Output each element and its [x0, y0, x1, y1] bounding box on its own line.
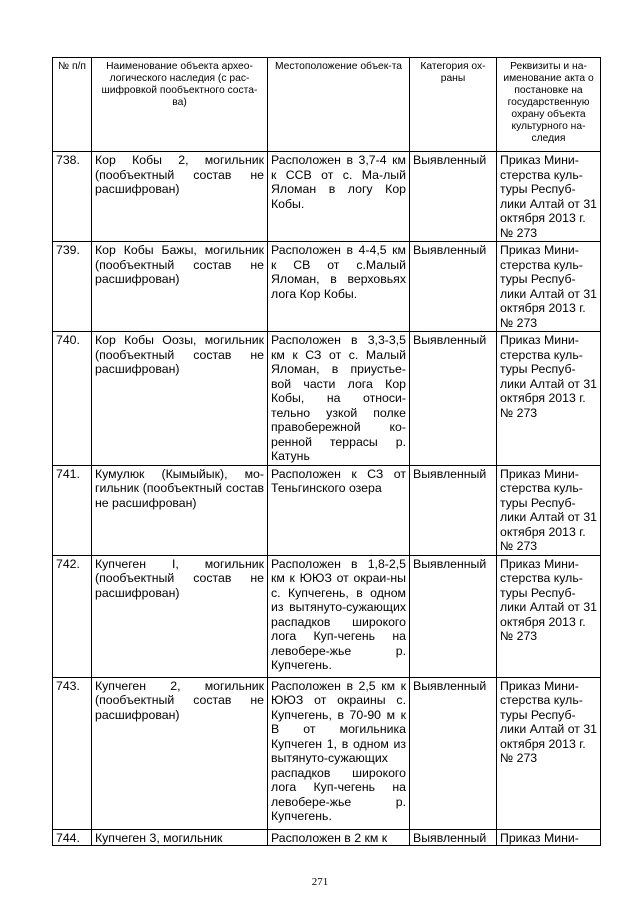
table-row	[53, 242, 601, 332]
page-number: 271	[311, 876, 329, 888]
row-category: Выявленный	[410, 465, 497, 555]
row-category: Выявленный	[410, 677, 497, 829]
row-num: 739.	[53, 242, 92, 332]
row-name: Кумулюк (Кымыйык), мо-гильник (пообъектный состав не расшифрован)	[92, 465, 268, 555]
row-category: Выявленный	[410, 152, 497, 242]
table-row	[53, 465, 601, 555]
row-act: Приказ Мини-стерства куль-туры Респуб-лики Алтай от 31 октября 2013 г. № 273	[497, 677, 601, 829]
row-act: Приказ Мини-стерства куль-туры Респуб-лики Алтай от 31 октября 2013 г. № 273	[497, 152, 601, 242]
header-num: № п/п	[53, 58, 92, 152]
row-num: 744.	[53, 829, 92, 846]
row-location: Расположен в 4-4,5 км к СВ от с.Малый Яломан, в верховьях лога Кор Кобы.	[268, 242, 410, 332]
table-row	[53, 829, 601, 846]
header-location: Местоположение объек-та	[268, 58, 410, 152]
row-num: 742.	[53, 555, 92, 677]
row-name: Кор Кобы Бажы, могильник (пообъектный состав не расшифрован)	[92, 242, 268, 332]
row-act: Приказ Мини-стерства куль-туры Респуб-лики Алтай от 31 октября 2013 г. № 273	[497, 242, 601, 332]
row-act: Приказ Мини-стерства куль-туры Респуб-лики Алтай от 31 октября 2013 г. № 273	[497, 555, 601, 677]
row-act: Приказ Мини-стерства куль-туры Респуб-лики Алтай от 31 октября 2013 г. № 273	[497, 465, 601, 555]
row-num: 738.	[53, 152, 92, 242]
row-name: Купчеген 2, могильник (пообъектный состав не расшифрован)	[92, 677, 268, 829]
row-act: Приказ Мини-стерства куль-туры Респуб-лики Алтай от 31 октября 2013 г. № 273	[497, 332, 601, 466]
row-name: Купчеген I, могильник (пообъектный состав не расшифрован)	[92, 555, 268, 677]
row-category: Выявленный	[410, 555, 497, 677]
row-name: Кор Кобы Оозы, могильник (пообъектный состав не расшифрован)	[92, 332, 268, 466]
row-location: Расположен в 3,3-3,5 км к СЗ от с. Малый Яломан, в приустье-вой части лога Кор Кобы, на относи-тельно узкой полке правобережной ко-ренной террасы р. Катунь	[268, 332, 410, 466]
row-num: 741.	[53, 465, 92, 555]
header-act: Реквизиты и на-именование акта о постановке на государственную охрану объекта культурного на-следия	[497, 58, 601, 152]
row-category: Выявленный	[410, 829, 497, 846]
row-name: Кор Кобы 2, могильник (пообъектный состав не расшифрован)	[92, 152, 268, 242]
row-category: Выявленный	[410, 242, 497, 332]
row-act: Приказ Мини-	[497, 829, 601, 846]
row-category: Выявленный	[410, 332, 497, 466]
header-name: Наименование объекта архео-логического наследия (с рас-шифровкой пообъектного соста-ва)	[92, 58, 268, 152]
row-location: Расположен к СЗ от Теньгинского озера	[268, 465, 410, 555]
row-location: Расположен в 3,7-4 км к ССВ от с. Ма-лый Яломан в логу Кор Кобы.	[268, 152, 410, 242]
table-row	[53, 677, 601, 829]
table-row	[53, 152, 601, 242]
row-location: Расположен в 2,5 км к ЮЮЗ от окраины с. Купчегень, в 70-90 м к В от могильника Купчеген 1, в одном из вытянуто-сужающих распадков широкого лога Куп-чегень на левобере-жье р. Купчегень.	[268, 677, 410, 829]
row-name: Купчеген 3, могильник	[92, 829, 268, 846]
table-header-row	[53, 58, 601, 152]
row-location: Расположен в 2 км к	[268, 829, 410, 846]
row-num: 743.	[53, 677, 92, 829]
heritage-table	[52, 57, 601, 846]
header-category: Категория ох-раны	[410, 58, 497, 152]
row-location: Расположен в 1,8-2,5 км к ЮЮЗ от окраи-ны с. Купчегень, в одном из вытянуто-сужающих распадков широкого лога Куп-чегень на левобере-жье р. Купчегень.	[268, 555, 410, 677]
table-row	[53, 332, 601, 466]
row-num: 740.	[53, 332, 92, 466]
table-row	[53, 555, 601, 677]
